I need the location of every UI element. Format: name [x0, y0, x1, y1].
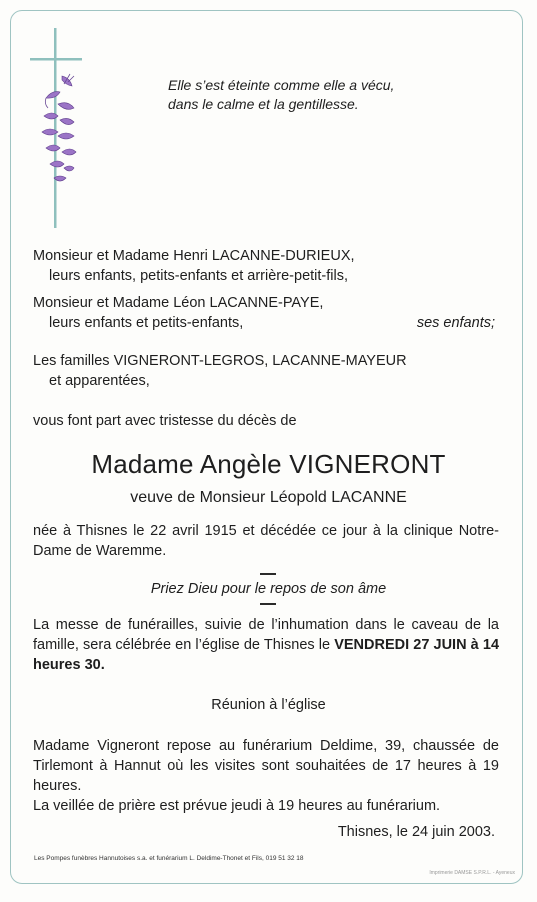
widow-of: veuve de Monsieur Léopold LACANNE — [130, 489, 407, 506]
divider-dash — [260, 573, 276, 575]
family-2-line-2-text: leurs enfants et petits-enfants, — [49, 315, 244, 331]
birth-death-text: née à Thisnes le 22 avril 1915 et décédée ce jour à la clinique Notre-Dame de Waremme. — [33, 523, 499, 559]
funeral-details — [33, 615, 499, 675]
place-date-text: Thisnes, le 24 juin 2003. — [337, 824, 495, 840]
announcement: vous font part avec tristesse du décès de — [33, 413, 297, 429]
family-3-line-1: Les familles VIGNERONT-LEGROS, LACANNE-MAYEUR — [33, 353, 407, 369]
prayer-line: Priez Dieu pour le repos de son âme — [150, 581, 387, 597]
epigraph-line-2: dans le calme et la gentillesse. — [168, 96, 359, 112]
epigraph — [168, 76, 498, 114]
family-1-line-1: Monsieur et Madame Henri LACANNE-DURIEUX, — [33, 248, 355, 264]
family-1-line-2: leurs enfants, petits-enfants et arrière-petit-fils, — [49, 268, 348, 284]
vigil-text: La veillée de prière est prévue jeudi à 19 heures au funérarium. — [33, 798, 441, 814]
gathering-note: Réunion à l’église — [211, 697, 326, 713]
printer-imprint: Imprimerie DAMSE S.P.R.L. - Ayeneux — [429, 870, 515, 876]
children-role-label: ses enfants; — [416, 315, 495, 331]
family-2-line-1: Monsieur et Madame Léon LACANNE-PAYE, — [33, 295, 324, 311]
funeral-text: La messe de funérailles, suivie de l’inhumation dans le caveau de la famille, sera célébrée en l’église de Thisnes le — [33, 617, 499, 653]
funeral-home-footer: Les Pompes funèbres Hannutoises s.a. et funérarium L. Deldime-Thonet et Fils, 019 51 32 18 — [34, 855, 304, 862]
family-3-line-2: et apparentées, — [49, 373, 150, 389]
family-group-2 — [33, 293, 499, 333]
deceased-name: Madame Angèle VIGNERONT — [91, 449, 446, 479]
visitation-details — [33, 736, 499, 816]
family-group-3 — [33, 351, 499, 391]
family-2-line-2 — [33, 313, 499, 333]
family-group-1 — [33, 246, 499, 286]
place-and-date — [33, 822, 499, 842]
epigraph-line-1: Elle s’est éteinte comme elle a vécu, — [168, 77, 395, 93]
funeral-date: VENDREDI 27 JUIN à 14 heures 30. — [33, 637, 500, 673]
cross-with-flowers-icon — [28, 28, 88, 228]
visitation-text: Madame Vigneront repose au funérarium Deldime, 39, chaussée de Tirlemont à Hannut où les visites sont souhaitées de 17 heures à 19 heures. — [33, 738, 499, 794]
divider-dash — [260, 603, 276, 605]
